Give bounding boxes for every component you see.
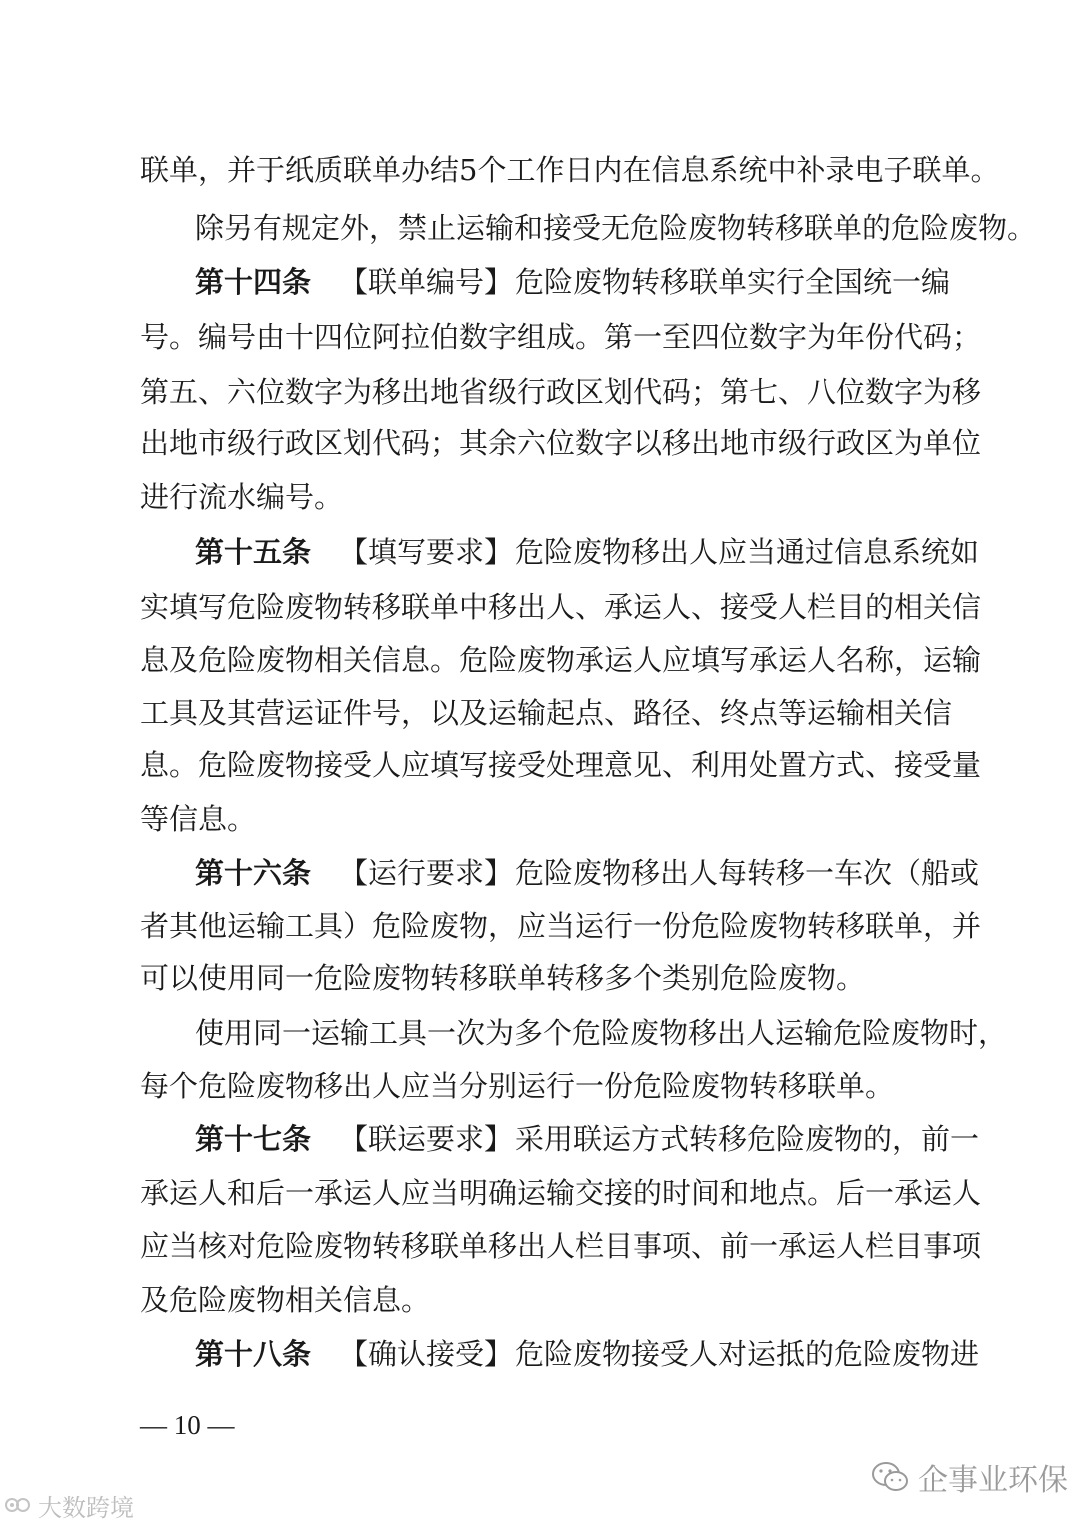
text-line: 者其他运输工具）危险废物，应当运行一份危险废物转移联单，并 [140, 909, 982, 943]
article-title: 【联运要求】 [339, 1122, 514, 1156]
article-18-heading-line [195, 1334, 980, 1374]
article-title: 【确认接受】 [339, 1337, 514, 1371]
article-text: 危险废物移出人每转移一车次（船或 [515, 856, 980, 890]
article-15-heading-line [195, 532, 980, 572]
text-line: 第五、六位数字为移出地省级行政区划代码；第七、八位数字为移 [140, 375, 982, 409]
article-text: 采用联运方式转移危险废物的，前一 [515, 1122, 980, 1156]
text-line: 息。危险废物接受人应填写接受处理意见、利用处置方式、接受量 [140, 748, 982, 782]
text-line: 及危险废物相关信息。 [140, 1283, 431, 1317]
watermark-left-text: 大数跨境 [38, 1493, 134, 1522]
text-line: 息及危险废物相关信息。危险废物承运人应填写承运人名称，运输 [140, 643, 982, 677]
article-17-heading-line [195, 1119, 980, 1159]
watermark-left [4, 1488, 134, 1522]
wechat-icon [870, 1460, 910, 1494]
article-text: 危险废物移出人应当通过信息系统如 [515, 535, 980, 569]
text-line: 出地市级行政区划代码；其余六位数字以移出地市级行政区为单位 [140, 426, 982, 460]
article-text: 危险废物转移联单实行全国统一编 [515, 265, 951, 299]
page-number: — 10 — [140, 1410, 235, 1440]
article-number: 第十五条 [195, 535, 312, 569]
text-line: 号。编号由十四位阿拉伯数字组成。第一至四位数字为年份代码； [140, 320, 982, 354]
watermark-logo-icon [4, 1494, 32, 1516]
text-line: 联单，并于纸质联单办结5个工作日内在信息系统中补录电子联单。 [140, 153, 1000, 187]
article-text: 危险废物接受人对运抵的危险废物进 [515, 1337, 980, 1371]
text-line: 进行流水编号。 [140, 480, 344, 514]
article-number: 第十七条 [195, 1122, 312, 1156]
text-line: 使用同一运输工具一次为多个危险废物移出人运输危险废物时， [195, 1016, 1008, 1050]
text-line: 应当核对危险废物转移联单移出人栏目事项、前一承运人栏目事项 [140, 1229, 982, 1263]
article-title: 【填写要求】 [339, 535, 514, 569]
text-line: 等信息。 [140, 802, 257, 836]
article-title: 【联单编号】 [339, 265, 514, 299]
text-line: 每个危险废物移出人应当分别运行一份危险废物转移联单。 [140, 1069, 895, 1103]
article-number: 第十四条 [195, 265, 312, 299]
text-line: 除另有规定外，禁止运输和接受无危险废物转移联单的危险废物。 [195, 211, 1037, 245]
article-number: 第十六条 [195, 856, 312, 890]
watermark-right [870, 1457, 1068, 1497]
article-number: 第十八条 [195, 1337, 312, 1371]
text-line: 承运人和后一承运人应当明确运输交接的时间和地点。后一承运人 [140, 1176, 982, 1210]
article-16-heading-line [195, 853, 980, 893]
text-line: 可以使用同一危险废物转移联单转移多个类别危险废物。 [140, 961, 866, 995]
article-title: 【运行要求】 [339, 856, 514, 890]
article-14-heading-line [195, 262, 951, 302]
text-line: 工具及其营运证件号，以及运输起点、路径、终点等运输相关信 [140, 696, 953, 730]
watermark-right-text: 企事业环保 [918, 1463, 1068, 1498]
text-line: 实填写危险废物转移联单中移出人、承运人、接受人栏目的相关信 [140, 590, 982, 624]
